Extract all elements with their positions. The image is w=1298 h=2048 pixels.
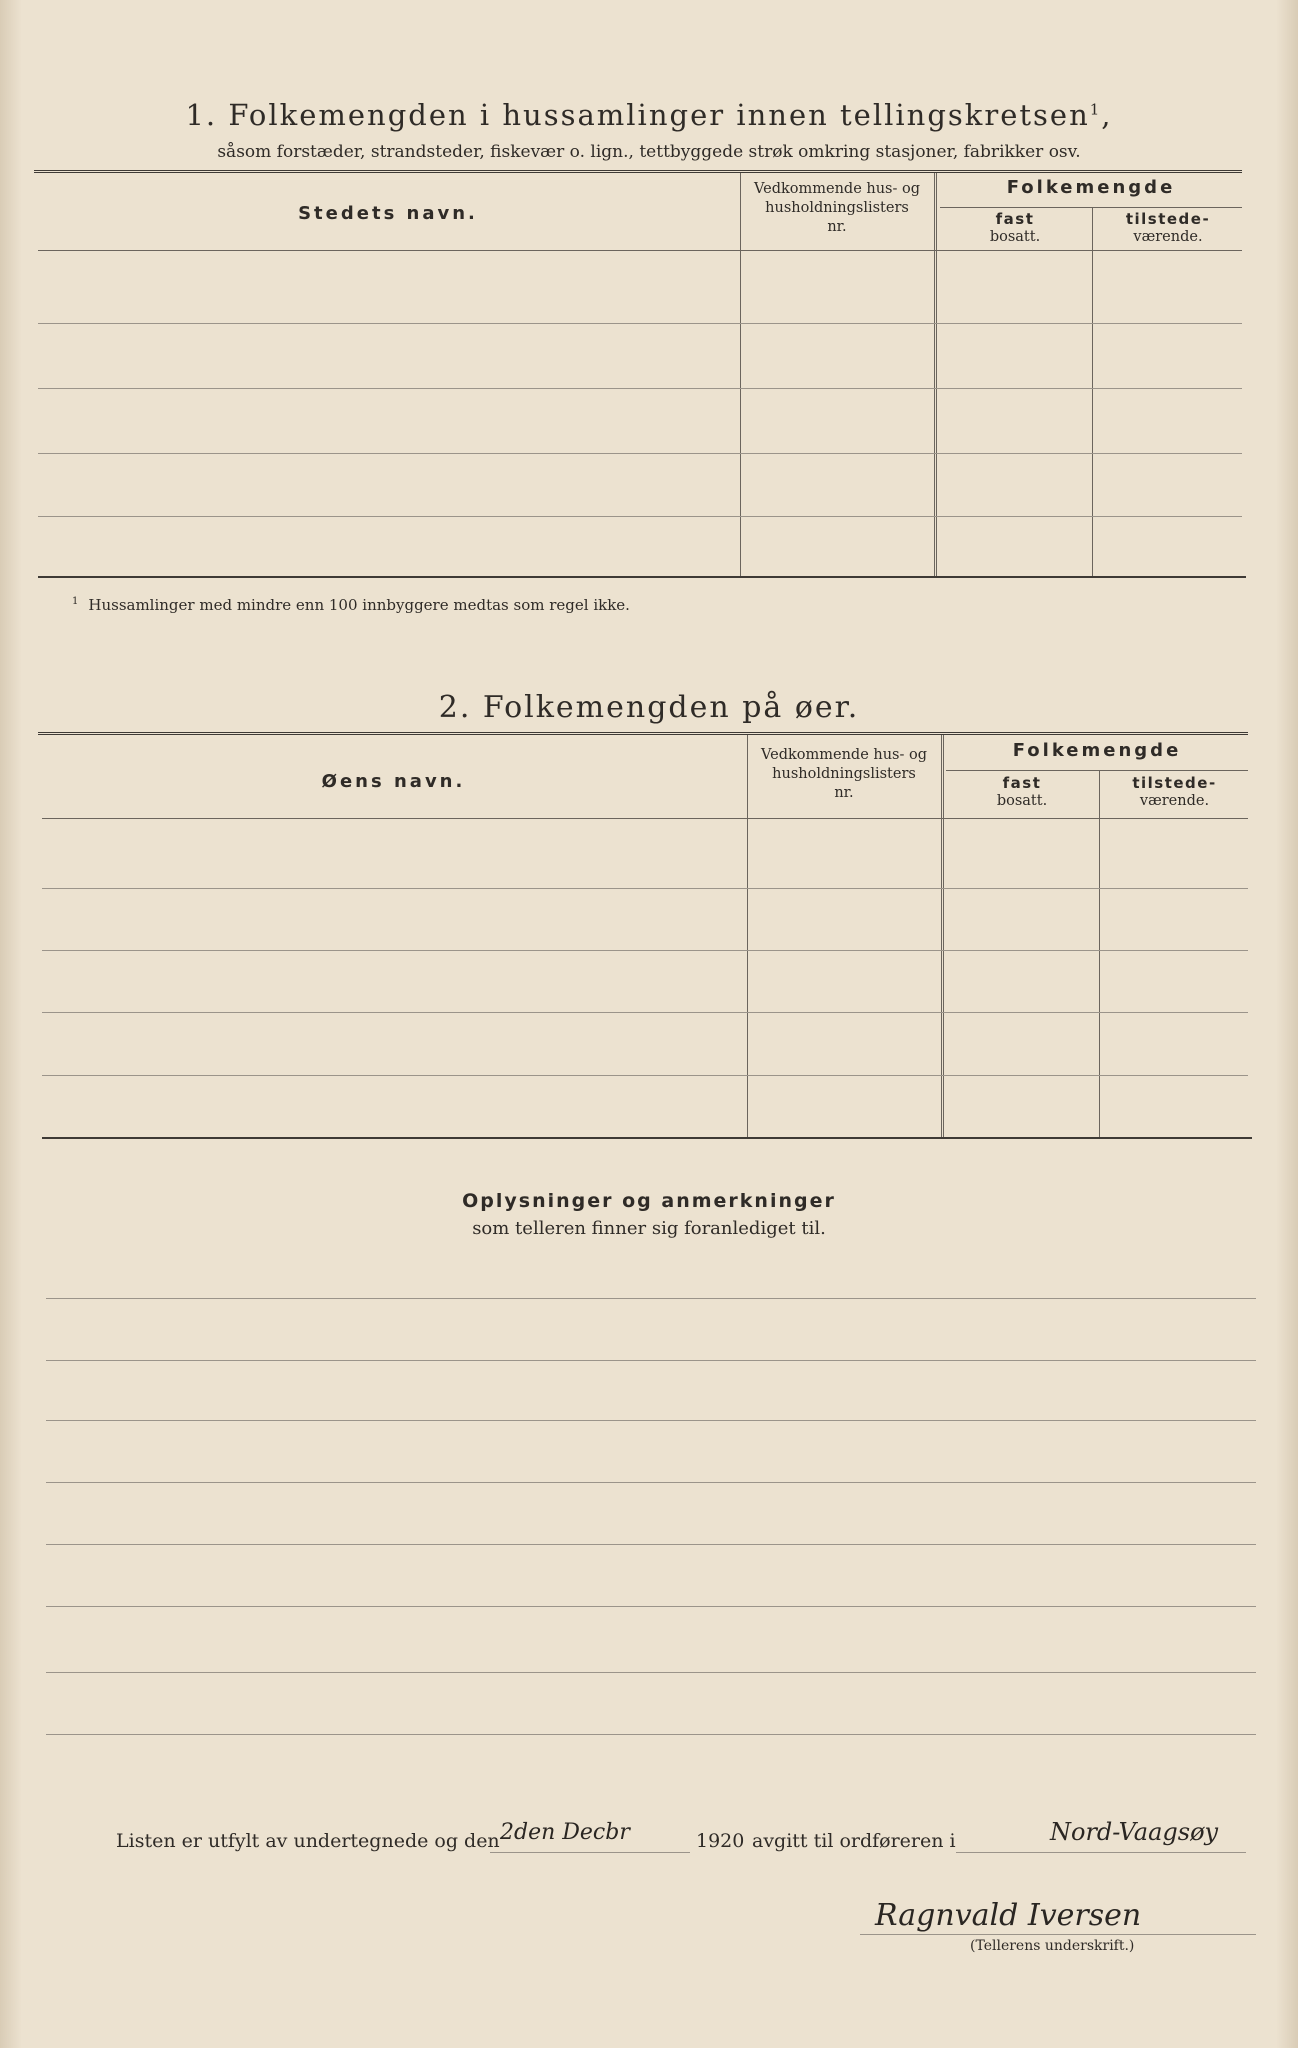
- table2-bottom-rule: [42, 1137, 1252, 1139]
- section1-title-text: 1. Folkemengden i hussamlinger innen tellingskretsen: [185, 98, 1090, 132]
- table1-col-list-line2: husholdningslisters: [765, 200, 909, 216]
- page-edge-right: [1276, 0, 1298, 2048]
- table1-pop-subrule: [940, 207, 1242, 208]
- table1-col-name: Stedets navn.: [298, 203, 478, 224]
- notes-line: [46, 1360, 1256, 1361]
- table1-col-varende-label: værende.: [1133, 229, 1203, 245]
- table2-col-pop: Folkemengde: [1012, 740, 1182, 761]
- table1-col-bosatt-label: bosatt.: [989, 229, 1041, 245]
- footnote-text: Hussamlinger med mindre enn 100 innbyggere medtas som regel ikke.: [88, 596, 630, 614]
- table2-header-rule: [42, 818, 1248, 819]
- table2-col-varende-label: værende.: [1139, 793, 1210, 809]
- section1-title: [0, 98, 1298, 132]
- table2-top-rule: [38, 732, 1248, 735]
- table2-col-list: [749, 746, 939, 803]
- table2-col-fast: [946, 774, 1098, 811]
- notes-line: [46, 1420, 1256, 1421]
- section1-subtitle: såsom forstæder, strandsteder, fiskevær o. lign., tettbyggede strøk omkring stasjoner, fabrikker osv.: [217, 142, 1081, 162]
- table2-col-list-line1: Vedkommende hus- og: [760, 747, 928, 763]
- section1-title-end: ,: [1101, 98, 1113, 132]
- table2-col-name: Øens navn.: [321, 771, 466, 792]
- table1-col-list-line1: Vedkommende hus- og: [753, 181, 921, 197]
- table2-col-list-line3: nr.: [834, 785, 854, 801]
- table1-col-list-line3: nr.: [827, 219, 847, 235]
- table2-col-bosatt-label: bosatt.: [996, 793, 1048, 809]
- section1-footnote-mark: 1: [1089, 100, 1102, 119]
- page-edge-left: [0, 0, 22, 2048]
- table1-row-rule: [38, 453, 1242, 454]
- table2-col-fast-label: fast: [1002, 774, 1042, 792]
- table1-top-rule: [34, 170, 1242, 173]
- handwritten-date: 2den Decbr: [500, 1820, 630, 1845]
- table2-col-divider-3: [1099, 770, 1100, 1137]
- table2-row-rule: [42, 950, 1248, 951]
- table2-col-divider-1: [747, 735, 748, 1137]
- table2-row-rule: [42, 1012, 1248, 1013]
- notes-title: Oplysninger og anmerkninger: [462, 1190, 836, 1212]
- table1-header-rule: [38, 250, 1242, 251]
- date-underline: [490, 1852, 690, 1853]
- signature-prefix: Listen er utfylt av undertegnede og den: [116, 1830, 500, 1852]
- table2-pop-subrule: [946, 770, 1248, 771]
- footnote-mark: 1: [72, 596, 79, 607]
- notes-line: [46, 1606, 1256, 1607]
- handwritten-signature: Ragnvald Iversen: [875, 1898, 1142, 1933]
- table1-col-divider-3: [1092, 207, 1093, 576]
- handwritten-place: Nord-Vaagsøy: [1050, 1818, 1219, 1846]
- notes-line: [46, 1482, 1256, 1483]
- table2-row-rule: [42, 888, 1248, 889]
- notes-subtitle: som telleren finner sig foranlediget til.: [472, 1218, 826, 1239]
- table2-col-divider-2: [941, 735, 944, 1137]
- place-underline: [956, 1852, 1246, 1853]
- table1-col-pop: Folkemengde: [1006, 177, 1176, 198]
- section2-title: 2. Folkemengden på øer.: [438, 690, 860, 725]
- table2-row-rule: [42, 1075, 1248, 1076]
- table2-col-tilstede: [1101, 774, 1248, 811]
- notes-line: [46, 1734, 1256, 1735]
- table1-row-rule: [38, 323, 1242, 324]
- table1-col-tilstede: [1094, 210, 1242, 247]
- signature-middle: avgitt til ordføreren i: [752, 1830, 956, 1852]
- table1-bottom-rule: [38, 576, 1246, 578]
- table1-col-fast: [940, 210, 1090, 247]
- name-underline: [860, 1934, 1256, 1935]
- table1-col-tilstede-label: tilstede-: [1125, 210, 1211, 228]
- table1-col-fast-label: fast: [995, 210, 1035, 228]
- table1-col-list: [742, 180, 932, 237]
- notes-line: [46, 1298, 1256, 1299]
- section1-footnote: [72, 596, 630, 614]
- table1-row-rule: [38, 388, 1242, 389]
- notes-line: [46, 1672, 1256, 1673]
- table1-row-rule: [38, 516, 1242, 517]
- table2-col-list-line2: husholdningslisters: [772, 766, 916, 782]
- notes-line: [46, 1544, 1256, 1545]
- signature-year: 1920: [696, 1830, 745, 1852]
- teller-caption: (Tellerens underskrift.): [970, 1938, 1135, 1954]
- table2-col-tilstede-label: tilstede-: [1132, 774, 1217, 792]
